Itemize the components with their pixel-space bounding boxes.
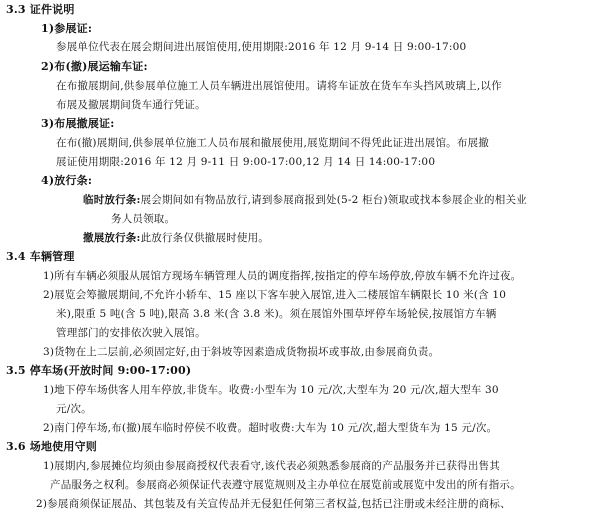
vehicle-rule-2-line1: 2)展览会筹撤展期间,不允许小轿车、15 座以下客车驶入展馆,进入二楼展馆车辆限长 10 米(含 10 <box>43 289 507 301</box>
section-3-6-title: 3.6 场地使用守则 <box>6 440 97 453</box>
parking-rule-1-line2: 元/次。 <box>56 403 92 415</box>
transport-pass-text-line1: 在布撤展期间,供参展单位施工人员车辆进出展馆使用。请将车证放在货车车头挡风玻璃上,以作 <box>56 80 502 92</box>
transport-pass-text-line2: 布展及撤展期间货车通行凭证。 <box>56 99 206 111</box>
dismantle-release-slip <box>83 230 269 246</box>
temporary-release-text-line1: 展会期间如有物品放行,请到参展商报到处(5-2 柜台)领取或找本参展企业的相关业 <box>140 194 527 206</box>
dismantle-release-label: 撤展放行条: <box>83 232 141 244</box>
venue-rule-1-line2: 产品服务之权利。参展商必须保证代表遵守展览规则及主办单位在展览前或展览中发出的所有指示。 <box>50 479 521 491</box>
build-pass-text-line2: 展证使用期限:2016 年 12 月 9-11 日 9:00-17:00,12 月 14 日 14:00-17:00 <box>56 156 436 168</box>
vehicle-rule-2-line3: 管理部门的安排依次驶入展馆。 <box>56 327 206 339</box>
vehicle-rule-3: 3)货物在上二层前,必须固定好,由于斜坡等因素造成货物损坏或事故,由参展商负责。 <box>43 346 440 358</box>
section-3-3-title: 3.3 证件说明 <box>6 3 75 16</box>
venue-rule-1-line1: 1)展期内,参展摊位均须由参展商授权代表看守,该代表必须熟悉参展商的产品服务并已获得出售其 <box>43 460 500 472</box>
dismantle-release-text: 此放行条仅供撤展时使用。 <box>140 232 269 244</box>
section-3-5-title: 3.5 停车场(开放时间 9:00-17:00) <box>6 364 192 377</box>
temporary-release-text-line2: 务人员领取。 <box>111 213 176 225</box>
item-transport-pass-heading: 2)布(撤)展运输车证: <box>41 60 148 73</box>
item-build-pass-heading: 3)布展撤展证: <box>41 117 115 130</box>
build-pass-text-line1: 在布(撤)展期间,供参展单位施工人员布展和撤展使用,展览期间不得凭此证进出展馆。布展撤 <box>56 137 489 149</box>
vehicle-rule-1: 1)所有车辆必须服从展馆方现场车辆管理人员的调度指挥,按指定的停车场停放,停放车辆不允许过夜。 <box>43 270 522 282</box>
temporary-release-label: 临时放行条: <box>83 194 141 206</box>
venue-rule-2-line1: 2)参展商须保证展品、其包装及有关宣传品并无侵犯任何第三者权益,包括已注册或未经注册的商标、 <box>36 498 511 510</box>
parking-rule-2: 2)南门停车场,布(撤)展车临时停侯不收费。超时收费:大车为 10 元/次,超大型货车为 15 元/次。 <box>43 422 498 434</box>
exhibitor-pass-text: 参展单位代表在展会期间进出展馆使用,使用期限:2016 年 12 月 9-14 日 9:00-17:00 <box>56 41 467 53</box>
temporary-release-slip <box>83 192 527 208</box>
section-3-4-title: 3.4 车辆管理 <box>6 250 75 263</box>
item-exhibitor-pass-heading: 1)参展证: <box>41 22 93 35</box>
parking-rule-1-line1: 1)地下停车场供客人用车停放,非货车。收费:小型车为 10 元/次,大型车为 20 元/次,超大型车 30 <box>43 384 499 396</box>
vehicle-rule-2-line2: 米),限重 5 吨(含 5 吨),限高 3.8 米(含 3.8 米)。须在展馆外围草坪停车场轮侯,按展馆方车辆 <box>56 308 497 320</box>
item-release-slip-heading: 4)放行条: <box>41 174 93 187</box>
